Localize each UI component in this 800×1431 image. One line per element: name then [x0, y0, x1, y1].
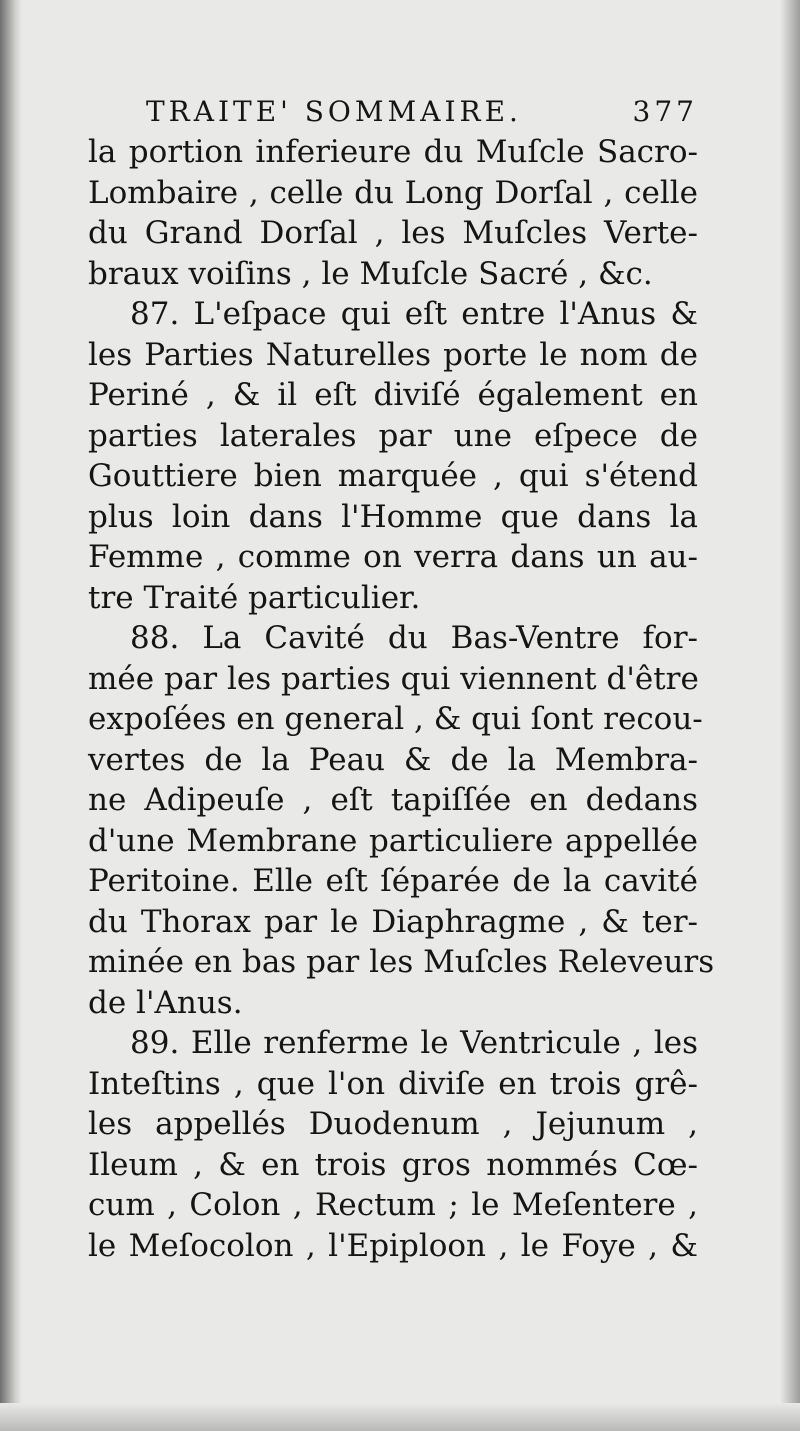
running-header — [88, 92, 698, 132]
page-edge-shadow — [780, 0, 800, 1431]
text-line: le Meſocolon , l'Epiploon , le Foye , & — [88, 1227, 698, 1264]
text-line: minée en bas par les Muſcles Releveurs — [88, 944, 715, 980]
text-line: la portion inferieure du Muſcle Sacro- — [88, 134, 698, 170]
text-line: mée par les parties qui viennent d'être — [88, 660, 699, 697]
text-line: Ileum , & en trois gros nommés Cœ- — [88, 1146, 698, 1183]
text-line: du Grand Dorſal , les Muſcles Verte- — [88, 215, 698, 251]
paragraph-87-start: 87. L'eſpace qui eſt entre l'Anus & — [130, 296, 698, 332]
text-line: ne Adipeuſe , eſt tapiſſée en dedans — [88, 782, 698, 818]
page-bottom-edge — [0, 1403, 800, 1431]
text-line: les Parties Naturelles porte le nom de — [88, 336, 698, 373]
text-line: Lombaire , celle du Long Dorſal , celle — [88, 174, 698, 211]
text-line: plus loin dans l'Homme que dans la — [88, 498, 698, 535]
text-line: Periné , & il eſt diviſé également en — [88, 377, 698, 413]
paragraph-88-start: 88. La Cavité du Bas-Ventre for- — [130, 620, 698, 656]
text-line: d'une Membrane particuliere appellée — [88, 822, 698, 859]
text-line: de l'Anus. — [88, 984, 243, 1021]
text-line: tre Traité particulier. — [88, 579, 421, 616]
text-line: expoſées en general , & qui ſont recou- — [88, 701, 703, 737]
text-line: Femme , comme on verra dans un au- — [88, 539, 698, 575]
text-line: Peritoine. Elle eſt ſéparée de la cavité — [88, 863, 698, 899]
text-line: vertes de la Peau & de la Membra- — [88, 741, 698, 778]
text-line: du Thorax par le Diaphragme , & ter- — [88, 903, 698, 940]
running-title: TRAITE' SOMMAIRE. — [146, 95, 522, 128]
text-line: cum , Colon , Rectum ; le Meſentere , — [88, 1187, 698, 1223]
text-line: les appellés Duodenum , Jejunum , — [88, 1106, 698, 1142]
text-line: braux voiſins , le Muſcle Sacré , &c. — [88, 255, 653, 292]
page-gutter-shadow — [0, 0, 22, 1431]
page-text — [88, 92, 715, 1266]
text-line: Gouttiere bien marquée , qui s'étend — [88, 458, 698, 494]
paragraph-89-start: 89. Elle renferme le Ventricule , les — [130, 1025, 698, 1061]
text-line: parties laterales par une eſpece de — [88, 417, 698, 454]
page-number: 377 — [632, 95, 698, 128]
text-line: Inteſtins , que l'on diviſe en trois grê- — [88, 1065, 698, 1102]
